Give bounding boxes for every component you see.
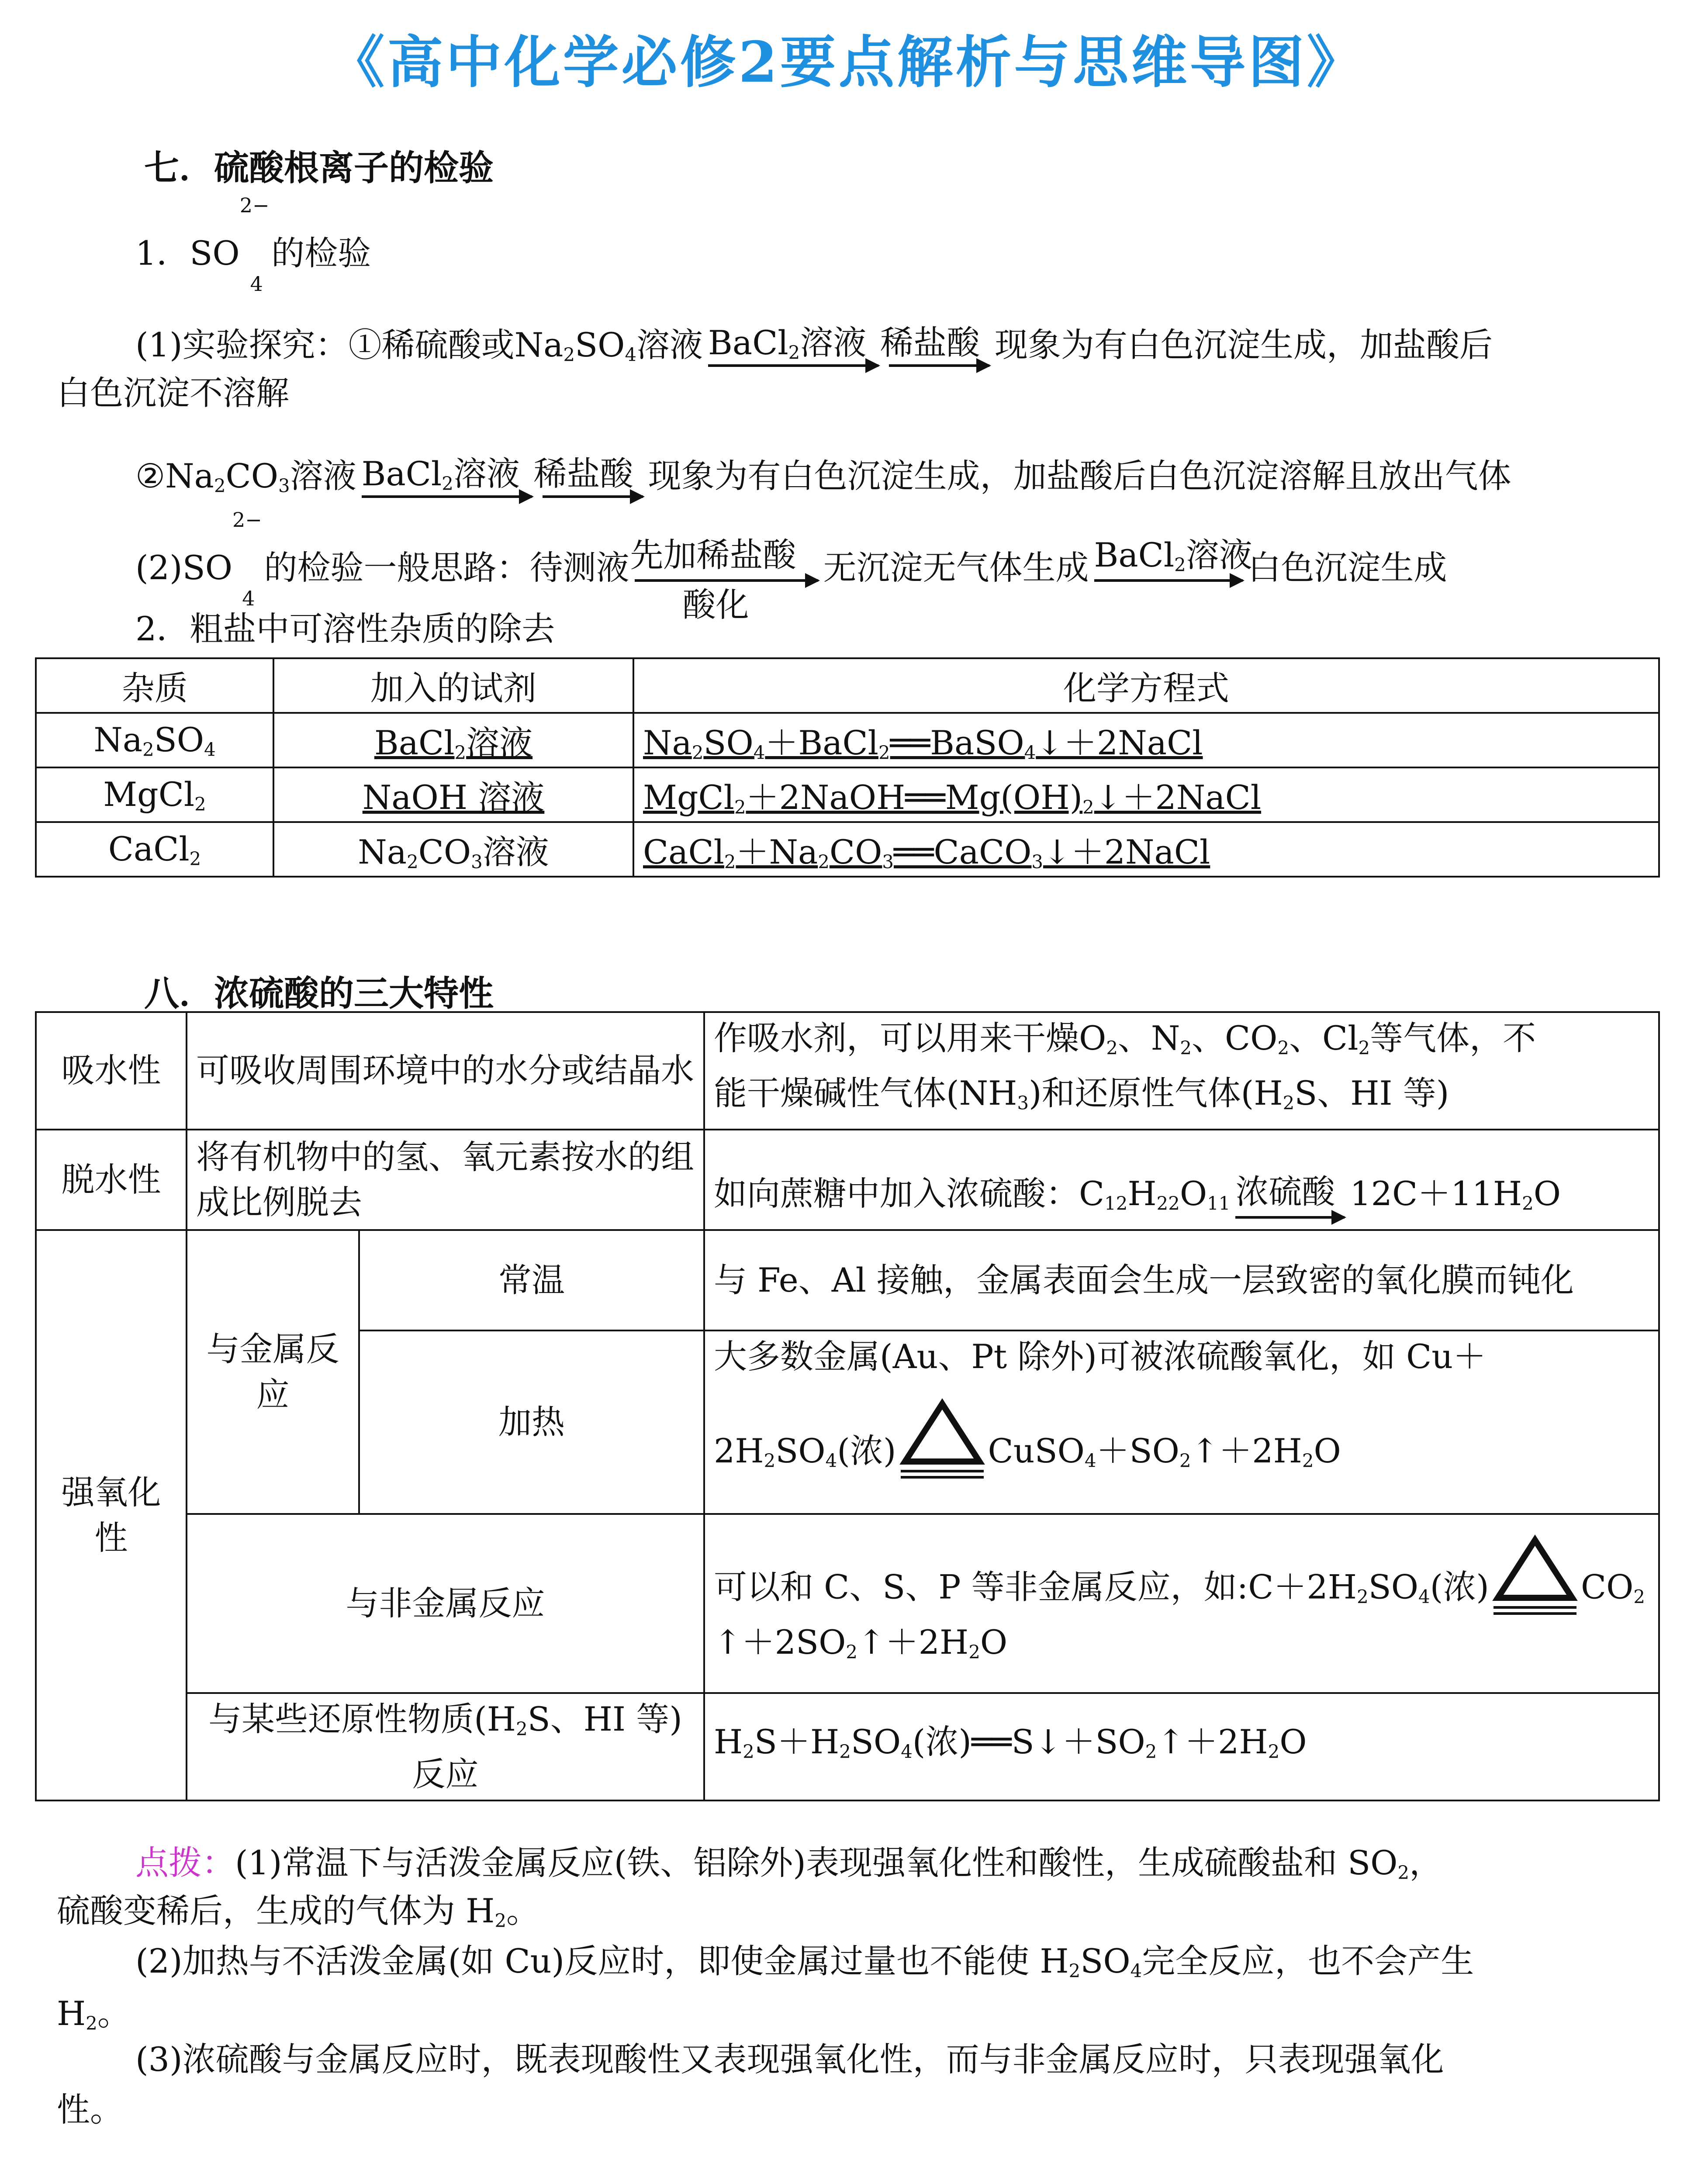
reaction-arrow: 稀盐酸 [889,363,989,369]
impurity-cell: CaCl$_2$ [36,822,273,877]
reaction-arrow: BaCl$_2$溶液 [1094,577,1243,584]
page-title: 《高中化学必修2要点解析与思维导图》 [328,30,1366,95]
property-app: 作吸水剂，可以用来干燥$O_2$、$N_2$、$CO_2$、$Cl_2$等气体，不 能干燥碱性气体$(NH_3)$和还原性气体($H_2S$、HI 等) [704,1012,1659,1130]
table-header: 加入的试剂 [273,658,633,713]
equation-cell: $MgCl_2+2NaOH══Mg(OH)_2↓+2NaCl$ [633,767,1659,822]
reaction-arrow: BaCl$_2$溶液 [708,363,878,369]
table-header: 化学方程式 [633,658,1659,713]
condition-desc: 大多数金属(Au、Pt 除外)可被浓硫酸氧化，如 Cu＋ $2H_2SO_4$(浓) $CuSO_4+SO_2↑+2H_2O$ [704,1330,1659,1514]
sulfate-ion: 1．SO 2− 4 [135,194,270,296]
property-desc: 可吸收周围环境中的水分或结晶水 [187,1012,704,1130]
subcategory-cell: 与金属反应 [187,1230,359,1514]
reaction-arrow: BaCl$_2$溶液 [362,494,532,500]
reagent-cell: NaOH 溶液 [273,767,633,822]
reagent-cell: $Na_2CO_3$溶液 [273,822,633,877]
sulfuric-acid-properties-table [35,1011,1660,1801]
table-row-dehydrate [36,1130,1659,1230]
section-7-heading: 七．硫酸根离子的检验 [144,147,494,188]
tip-1: 点拨：(1)常温下与活泼金属反应(铁、铝除外)表现强氧化性和酸性，生成硫酸盐和 $SO_2$， [135,1843,1443,1883]
condition-cell: 加热 [359,1330,704,1514]
reaction-arrow: 先加稀盐酸 酸化 [635,577,818,584]
s7-exp1-line2: 白色沉淀不溶解 [57,373,289,412]
table-header: 杂质 [36,658,273,713]
reaction-arrow: 浓硫酸 [1235,1214,1345,1220]
condition-desc: $H_2S+H_2SO_4$(浓)$══S↓+SO_2↑+2H_2O$ [704,1693,1659,1800]
tip-label: 点拨： [135,1843,235,1882]
table-row-oxidize-cold [36,1230,1659,1330]
equation-cell: $Na_2SO_4+BaCl_2══BaSO_4↓+2NaCl$ [633,713,1659,767]
s7-item2: 2．粗盐中可溶性杂质的除去 [135,609,555,648]
table-row-oxidize-nonmetal [36,1514,1659,1693]
reaction-arrow: 稀盐酸 [543,494,643,500]
tip-2: (2)加热与不活泼金属(如 Cu)反应时，即使金属过量也不能使 $H_2SO_4$完全反应，也不会产生 [135,1942,1474,1982]
section-8-heading: 八．浓硫酸的三大特性 [144,973,494,1014]
subcategory-cell: 与某些还原性物质($H_2S$、HI 等)反应 [187,1693,704,1800]
condition-desc: 可以和 C、S、P 等非金属反应，如$:C+2H_2SO_4$(浓) $CO_2$ $↑+2SO_2↑+2H_2O$ [704,1514,1659,1693]
property-cell: 吸水性 [36,1012,187,1130]
property-cell: 脱水性 [36,1130,187,1230]
table-row-oxidize-reductant [36,1693,1659,1800]
heating-symbol [1489,1532,1581,1620]
condition-cell: 常温 [359,1230,704,1330]
tip-3-cont: 性。 [57,2090,123,2129]
reagent-cell: BaCl$_2$溶液 [273,713,633,767]
table-row [36,767,1659,822]
table-row [36,713,1659,767]
tip-1-cont: 硫酸变稀后，生成的气体为 $H_2$。 [57,1891,540,1932]
heating-symbol [896,1396,988,1483]
table-header-row [36,658,1659,713]
impurity-cell: $Na_2SO_4$ [36,713,273,767]
property-cell: 强氧化性 [36,1230,187,1800]
tip-2-cont: $H_2$。 [57,1994,131,2034]
s7-exp2-line: $②Na_2CO_3$溶液 BaCl$_2$溶液 稀盐酸 现象为有白色沉淀生成，加盐酸后白色沉淀溶解且放出气体 [135,454,1511,508]
s7-exp1-line: (1)实验探究：①稀硫酸或$Na_2SO_4$溶液 BaCl$_2$溶液 稀盐酸 现象为有白色沉淀生成，加盐酸后 [135,323,1493,377]
equation-cell: $CaCl_2+Na_2CO_3══CaCO_3↓+2NaCl$ [633,822,1659,877]
property-desc: 将有机物中的氢、氧元素按水的组成比例脱去 [187,1130,704,1230]
impurity-table [35,657,1660,878]
impurity-cell: MgCl$_2$ [36,767,273,822]
table-row [36,822,1659,877]
condition-desc: 与 Fe、Al 接触，金属表面会生成一层致密的氧化膜而钝化 [704,1230,1659,1330]
property-app: 如向蔗糖中加入浓硫酸：$C_{12}H_{22}O_{11}$ 浓硫酸 $12C+11H_2O$ [704,1130,1659,1230]
table-row-absorb [36,1012,1659,1130]
s7-idea-line: (2)SO 2− 4 的检验一般思路：待测液 先加稀盐酸 酸化 无沉淀无气体生成 BaCl$_2$溶液 白色沉淀生成 [135,508,1447,624]
subcategory-cell: 与非金属反应 [187,1514,704,1693]
tip-3: (3)浓硫酸与金属反应时，既表现酸性又表现强氧化性，而与非金属反应时，只表现强氧化 [135,2040,1444,2079]
s7-item1: 1．SO 2− 4 的检验 [135,194,371,296]
